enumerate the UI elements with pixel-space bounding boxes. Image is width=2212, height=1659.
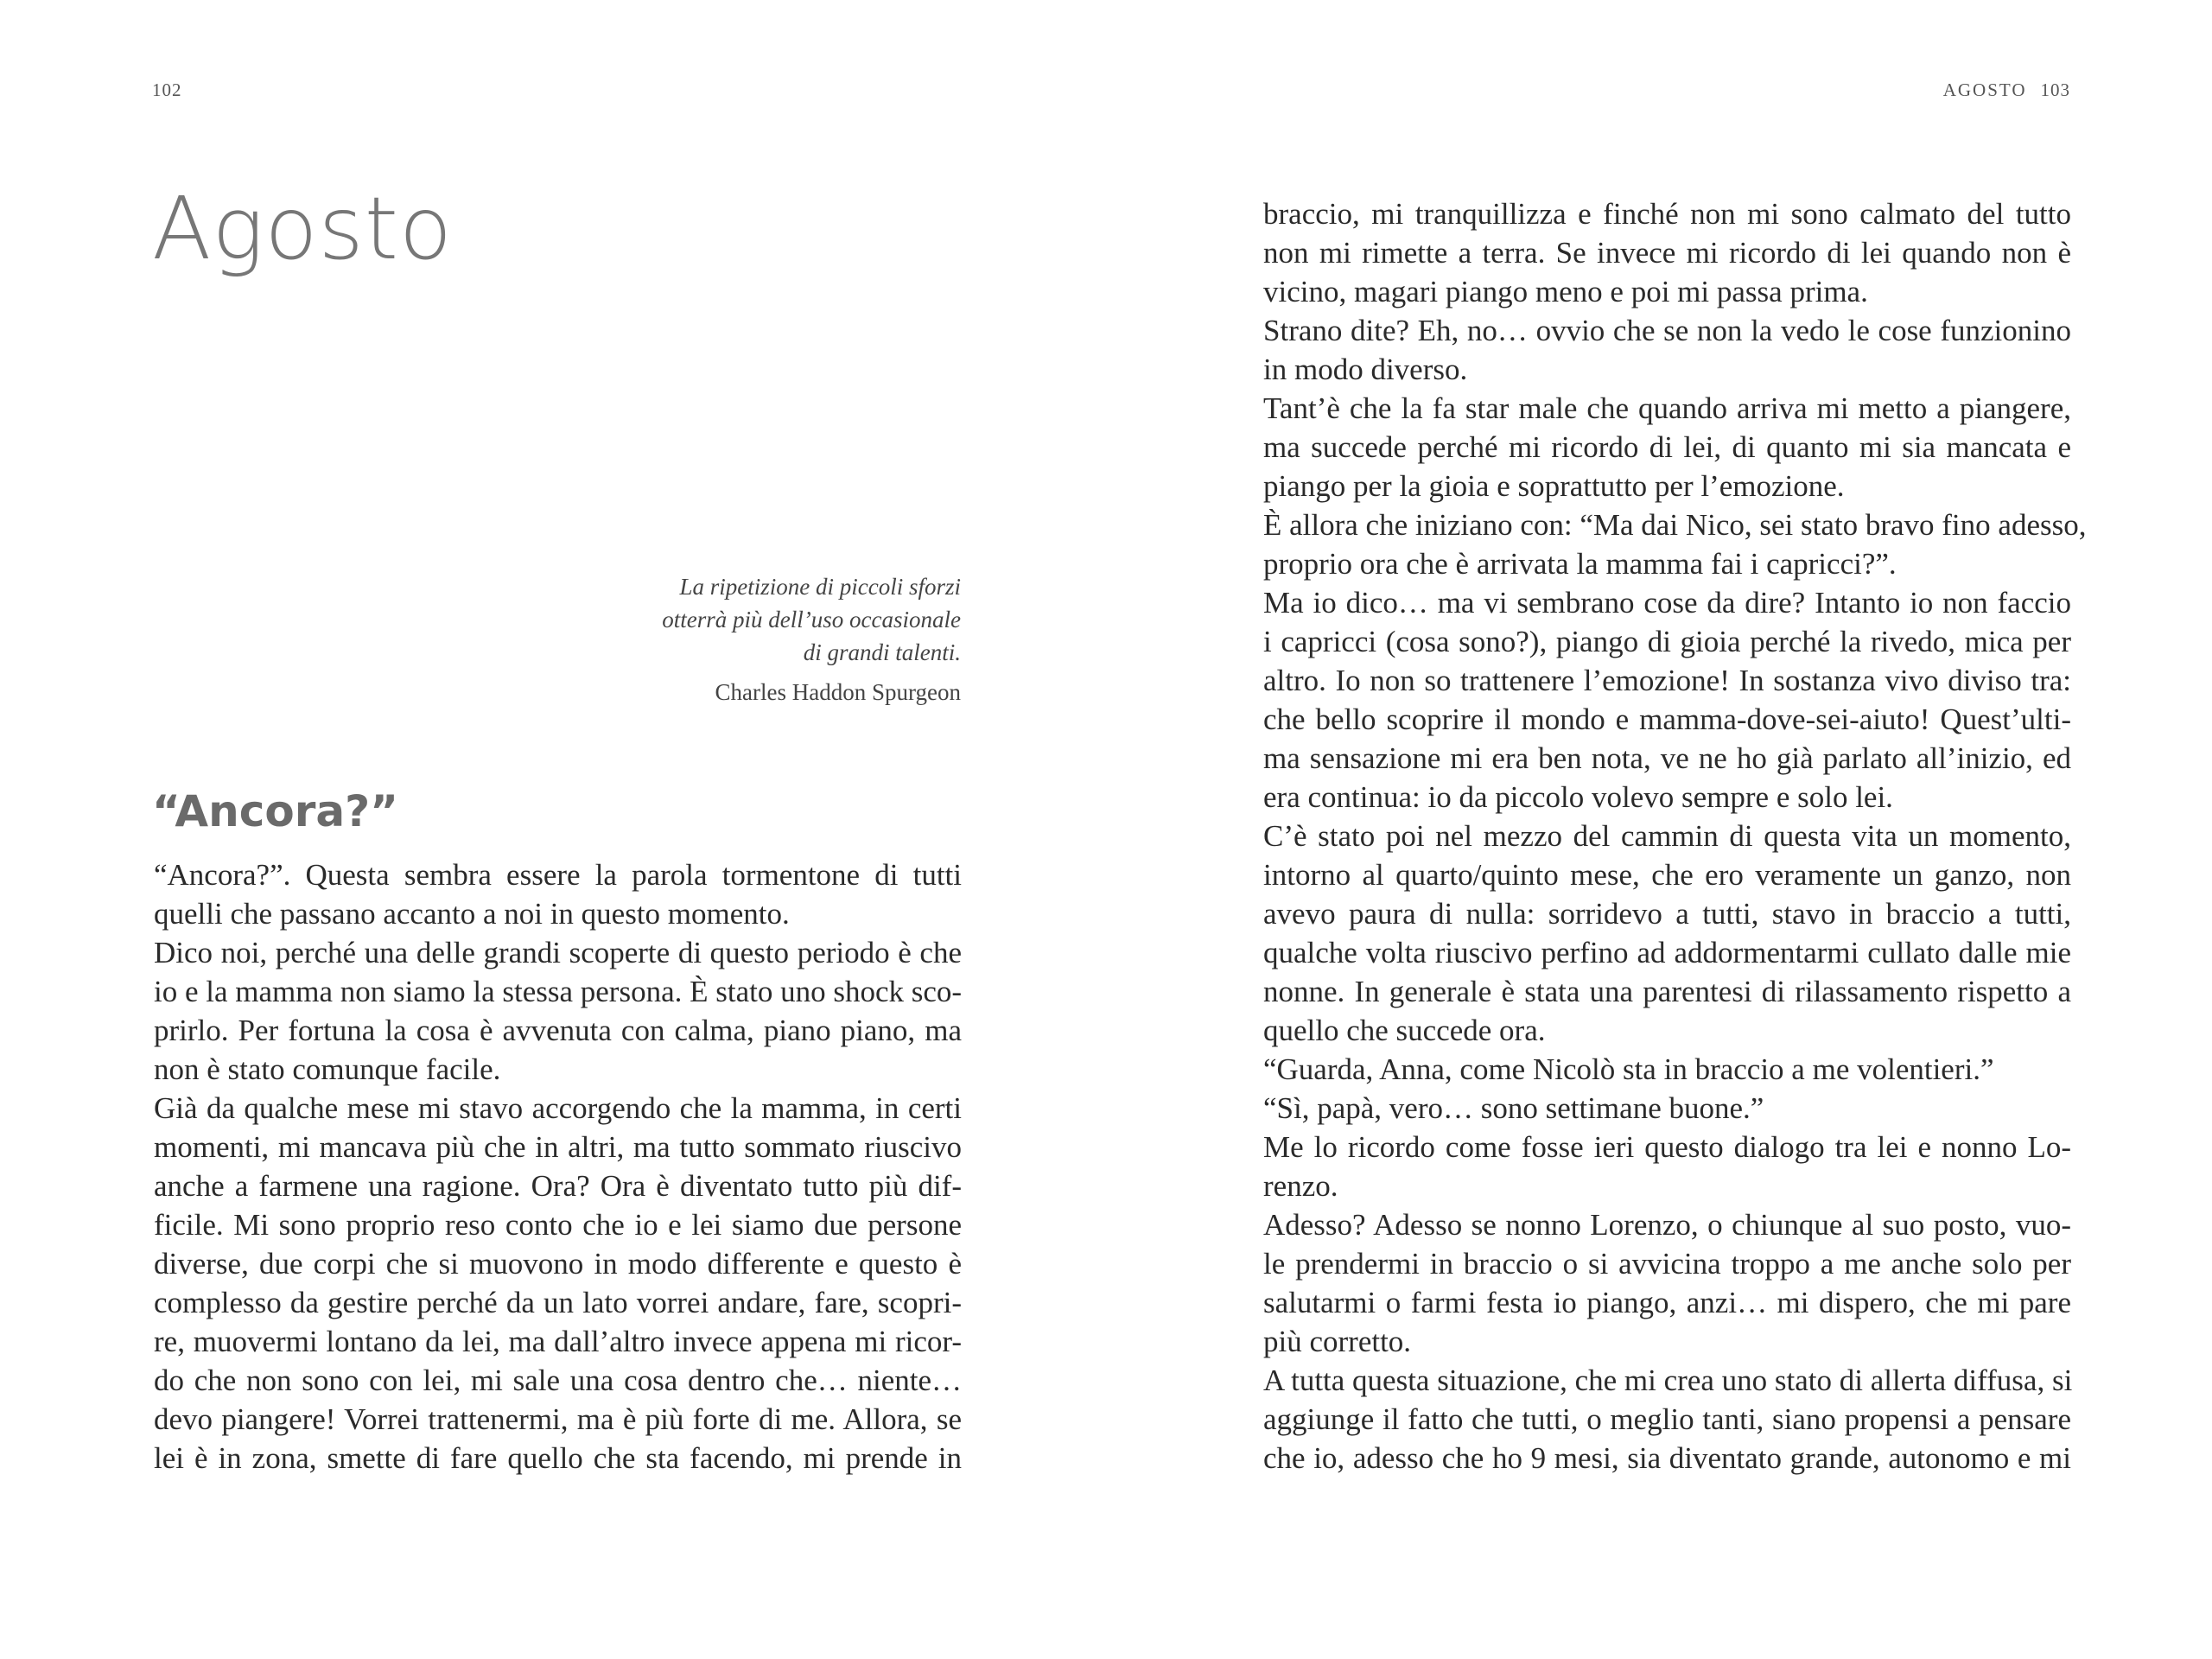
text-line: non mi rimette a terra. Se invece mi ricordo di lei quando non è <box>1263 236 2071 270</box>
right-page <box>1106 0 2212 1659</box>
text-line: “Guarda, Anna, come Nicolò sta in braccio a me volentieri.” <box>1263 1052 1994 1086</box>
text-line: “Sì, papà, vero… sono settimane buone.” <box>1263 1091 1764 1125</box>
body-text-right <box>1263 194 2087 1478</box>
epigraph-author: Charles Haddon Spurgeon <box>715 679 961 705</box>
text-line: piango per la gioia e soprattutto per l’emozione. <box>1263 469 1845 503</box>
text-line: A tutta questa situazione, che mi crea uno stato di allerta diffusa, si <box>1263 1363 2073 1397</box>
text-line: Me lo ricordo come fosse ieri questo dialogo tra lei e nonno Lo- <box>1263 1130 2071 1164</box>
text-line: Strano dite? Eh, no… ovvio che se non la vedo le cose funzionino <box>1263 314 2071 347</box>
running-head <box>1943 79 2070 101</box>
text-line: “Ancora?”. Questa sembra essere la parola tormentone di tutti <box>154 858 962 892</box>
text-line: re, muovermi lontano da lei, ma dall’altro invece appena mi ricor- <box>154 1325 962 1358</box>
text-line: È allora che iniziano con: “Ma dai Nico, sei stato bravo fino adesso, <box>1263 508 2087 542</box>
text-line: che io, adesso che ho 9 mesi, sia diventato grande, autonomo e mi <box>1263 1441 2071 1475</box>
text-line: salutarmi o farmi festa io piango, anzi… mi dispero, che mi pare <box>1263 1286 2071 1319</box>
text-line: Già da qualche mese mi stavo accorgendo che la mamma, in certi <box>154 1091 962 1125</box>
text-line: anche a farmene una ragione. Ora? Ora è diventato tutto più dif- <box>154 1169 962 1203</box>
text-line: Adesso? Adesso se nonno Lorenzo, o chiunque al suo posto, vuo- <box>1263 1208 2071 1242</box>
text-line: non è stato comunque facile. <box>154 1052 501 1086</box>
text-line: più corretto. <box>1263 1325 1412 1358</box>
text-line: diverse, due corpi che si muovono in modo differente e questo è <box>154 1247 962 1281</box>
text-line: prirlo. Per fortuna la cosa è avvenuta con calma, piano piano, ma <box>154 1014 962 1047</box>
text-line: ma succede perché mi ricordo di lei, di quanto mi sia mancata e <box>1263 430 2071 464</box>
text-line: avevo paura di nulla: sorridevo a tutti, stavo in braccio a tutti, <box>1263 897 2071 931</box>
body-text-left <box>154 855 962 1478</box>
text-line: Tant’è che la fa star male che quando arriva mi metto a piangere, <box>1263 391 2071 425</box>
epigraph-line: di grandi talenti. <box>803 639 961 665</box>
text-line: devo piangere! Vorrei trattenermi, ma è più forte di me. Allora, se <box>154 1402 962 1436</box>
text-line: altro. Io non so trattenere l’emozione! In sostanza vivo diviso tra: <box>1263 664 2071 697</box>
text-line: proprio ora che è arrivata la mamma fai i capricci?”. <box>1263 547 1897 581</box>
text-line: intorno al quarto/quinto mese, che ero veramente un ganzo, non <box>1263 858 2071 892</box>
text-line: aggiunge il fatto che tutti, o meglio tanti, siano propensi a pensare <box>1263 1402 2071 1436</box>
text-line: quelli che passano accanto a noi in questo momento. <box>154 897 790 931</box>
epigraph <box>518 570 961 709</box>
text-line: C’è stato poi nel mezzo del cammin di questa vita un momento, <box>1263 819 2071 853</box>
page-number-right: 103 <box>2040 79 2070 100</box>
text-line: complesso da gestire perché da un lato vorrei andare, fare, scopri- <box>154 1286 962 1319</box>
text-line: qualche volta riuscivo perfino ad addormentarmi cullato dalle mie <box>1263 936 2071 969</box>
running-head-title: AGOSTO <box>1942 79 2027 100</box>
text-line: braccio, mi tranquillizza e finché non mi sono calmato del tutto <box>1263 197 2071 231</box>
section-title: “Ancora?” <box>152 786 398 836</box>
text-line: renzo. <box>1263 1169 1338 1203</box>
text-line: Dico noi, perché una delle grandi scoperte di questo periodo è che <box>154 936 962 969</box>
text-line: Ma io dico… ma vi sembrano cose da dire? Intanto io non faccio <box>1263 586 2071 620</box>
text-line: vicino, magari piango meno e poi mi passa prima. <box>1263 275 1868 308</box>
epigraph-line: La ripetizione di piccoli sforzi <box>679 574 961 600</box>
epigraph-line: otterrà più dell’uso occasionale <box>662 607 961 632</box>
text-line: lei è in zona, smette di fare quello che sta facendo, mi prende in <box>154 1441 962 1475</box>
text-line: i capricci (cosa sono?), piango di gioia perché la rivedo, mica per <box>1263 625 2071 658</box>
text-line: che bello scoprire il mondo e mamma-dove-sei-aiuto! Quest’ulti- <box>1263 702 2071 736</box>
text-line: era continua: io da piccolo volevo sempre e solo lei. <box>1263 780 1893 814</box>
text-line: do che non sono con lei, mi sale una cosa dentro che… niente… <box>154 1363 962 1397</box>
text-line: nonne. In generale è stata una parentesi di rilassamento rispetto a <box>1263 975 2071 1008</box>
text-line: ficile. Mi sono proprio reso conto che io e lei siamo due persone <box>154 1208 962 1242</box>
text-line: quello che succede ora. <box>1263 1014 1546 1047</box>
text-line: le prendermi in braccio o si avvicina troppo a me anche solo per <box>1263 1247 2071 1281</box>
text-line: ma sensazione mi era ben nota, ve ne ho già parlato all’inizio, ed <box>1263 741 2071 775</box>
text-line: in modo diverso. <box>1263 353 1468 386</box>
page-number-left: 102 <box>152 79 182 100</box>
chapter-title: Agosto <box>152 178 454 279</box>
text-line: io e la mamma non siamo la stessa persona. È stato uno shock sco- <box>154 975 963 1008</box>
text-line: momenti, mi mancava più che in altri, ma tutto sommato riuscivo <box>154 1130 962 1164</box>
